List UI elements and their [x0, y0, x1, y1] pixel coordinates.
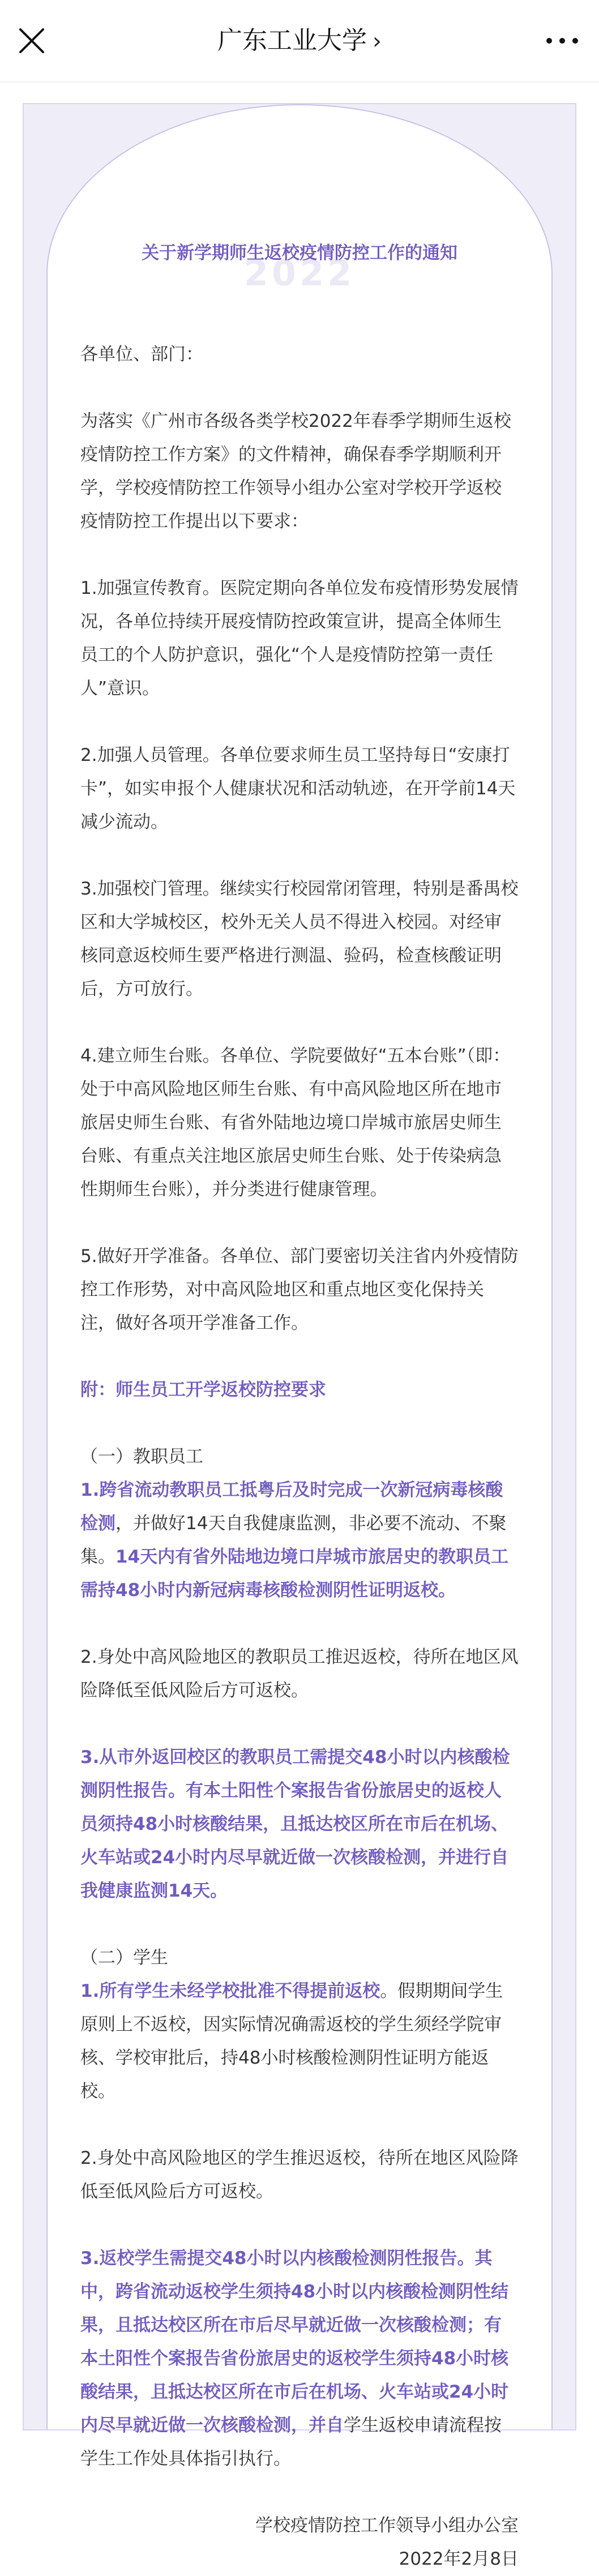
student-item-2: 2.身处中高风险地区的学生推迟返校，待所在地区风险降低至低风险后方可返校。 [80, 2148, 519, 2202]
more-dots-icon [542, 28, 582, 53]
intro-paragraph: 为落实《广州市各级各类学校2022年春季学期师生返校疫情防控工作方案》的文件精神，确保春季学期顺利开学，学校疫情防控工作领导小组办公室对学校开学返校疫情防控工作提出以下要求： [80, 411, 511, 532]
student-item-1-prefix: 1. [80, 1981, 100, 2001]
staff-item-1 [80, 1474, 519, 1607]
appendix-title: 附：师生员工开学返校防控要求 [80, 1380, 326, 1400]
more-button[interactable] [542, 28, 582, 53]
student-item-3-text: 学生返校申请流程按学生工作处具体指引执行。 [80, 2415, 502, 2469]
account-title-link[interactable] [0, 0, 599, 82]
item-3: 3.加强校门管理。继续实行校园常闭管理，特别是番禺校区和大学城校区，校外无关人员不得进入校园。对经审核同意返校师生要严格进行测温、验码，检查核酸证明后，方可放行。 [80, 879, 519, 999]
staff-item-1-emphasis: 跨省流动教职员工抵粤后及时完成一次新冠病毒核酸检测 [80, 1480, 503, 1534]
student-item-3 [80, 2242, 519, 2476]
year-watermark: 2022 [243, 253, 356, 294]
staff-item-3: 3.从市外返回校区的教职员工需提交48小时以内核酸检测阴性报告。有本土阳性个案报告省份旅居史的返校人员须持48小时核酸结果，且抵达校区所在市后在机场、火车站或24小时内尽早就近做一次核酸检测，并进行自我健康监测14天。 [80, 1747, 510, 1901]
top-navigation-bar [0, 0, 599, 83]
item-2: 2.加强人员管理。各单位要求师生员工坚持每日“安康打卡”，如实申报个人健康状况和活动轨迹，在开学前14天减少流动。 [80, 745, 516, 832]
item-4: 4.建立师生台账。各单位、学院要做好“五本台账”（即：处于中高风险地区师生台账、有中高风险地区所在地市旅居史师生台账、有省外陆地边境口岸城市旅居史师生台账、有重点关注地区旅居史师生台账、处于传染病急性期师生台账），并分类进行健康管理。 [80, 1046, 511, 1200]
right-border-line [551, 291, 553, 2429]
salutation: 各单位、部门： [80, 344, 203, 365]
staff-item-1-prefix: 1. [80, 1480, 100, 1500]
staff-heading: （一）教职员工 [80, 1447, 203, 1467]
article-body [80, 104, 519, 2576]
student-item-1 [80, 1975, 519, 2108]
account-name: 广东工业大学 [217, 26, 367, 55]
left-border-line [46, 291, 48, 2429]
student-heading: （二）学生 [80, 1948, 168, 1968]
notice-title: 关于新学期师生返校疫情防控工作的通知 [142, 243, 457, 263]
staff-item-1-emphasis-2: 14天内有省外陆地边境口岸城市旅居史的教职员工需持48小时内新冠病毒核酸检测阴性证明返校。 [80, 1547, 509, 1601]
item-5: 5.做好开学准备。各单位、部门要密切关注省内外疫情防控工作形势，对中高风险地区和重点地区变化保持关注，做好各项开学准备工作。 [80, 1246, 519, 1333]
item-1: 1.加强宣传教育。医院定期向各单位发布疫情形势发展情况，各单位持续开展疫情防控政策宣讲，提高全体师生员工的个人防护意识，强化“个人是疫情防控第一责任人”意识。 [80, 578, 519, 699]
signoff-date: 2022年2月8日 [399, 2549, 519, 2569]
staff-item-2: 2.身处中高风险地区的教职员工推迟返校，待所在地区风险降低至低风险后方可返校。 [80, 1647, 519, 1701]
signoff-organization: 学校疫情防控工作领导小组办公室 [255, 2515, 519, 2536]
student-item-3-emphasis: 3.返校学生需提交48小时以内核酸检测阴性报告。其中，跨省流动返校学生须持48小时以内核酸检测阴性结果，且抵达校区所在市后尽早就近做一次核酸检测；有本土阳性个案报告省份旅居史的返校学生须持48小时核酸结果，且抵达校区所在市后在机场、火车站或24小时内尽早就近做一次核酸检测，并自 [80, 2248, 509, 2436]
student-item-1-emphasis: 所有学生未经学校批准不得提前返校 [99, 1981, 380, 2001]
article-panel [23, 103, 576, 2569]
staff-item-1-text: ，并做好14天自我健康监测，非必要不流动、不聚集。 [80, 1513, 507, 1567]
student-item-1-text: 。假期期间学生原则上不返校，因实际情况确需返校的学生须经学院审核、学校审批后，持48小时核酸检测阴性证明方能返校。 [80, 1981, 503, 2102]
chevron-right-icon: › [373, 28, 382, 54]
